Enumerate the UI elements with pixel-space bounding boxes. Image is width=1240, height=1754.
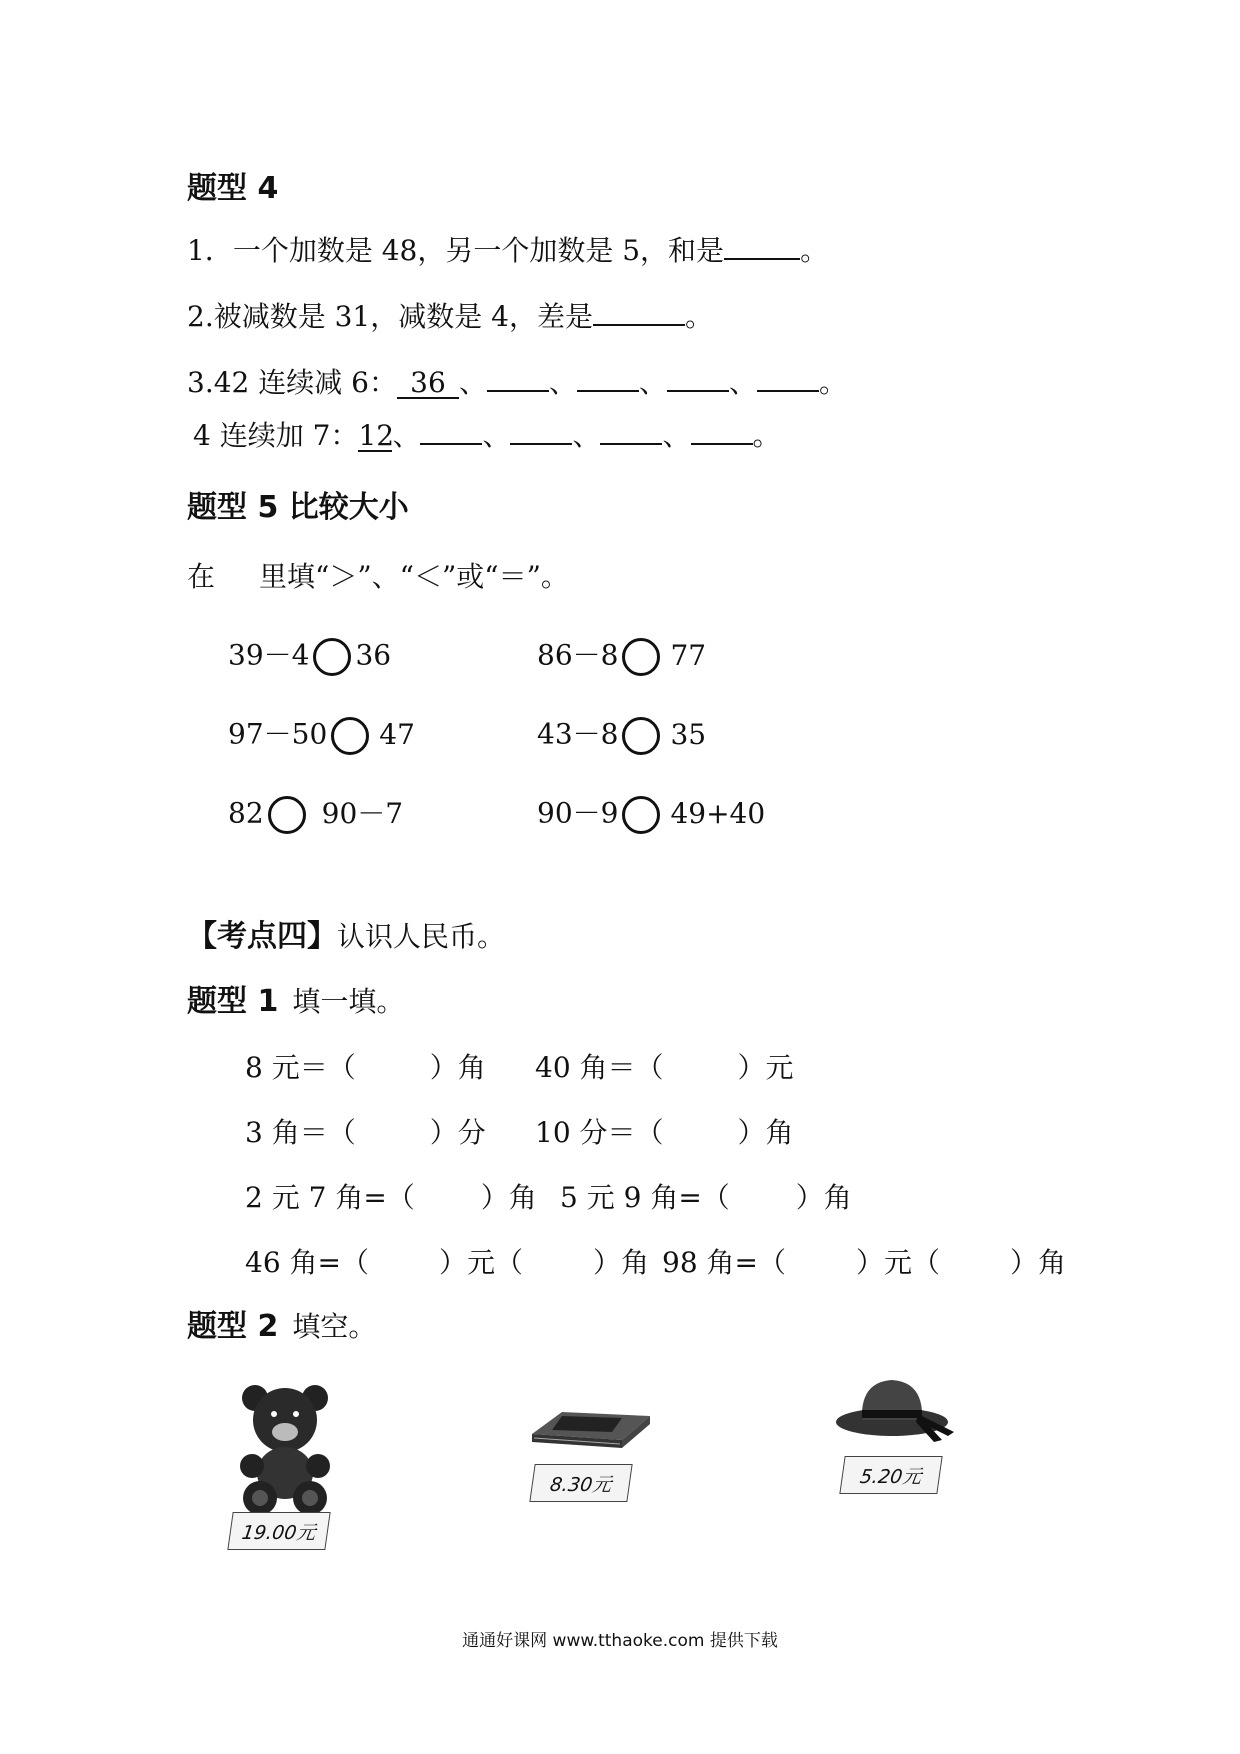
- money-expr: 5 元 9 角=（: [560, 1181, 730, 1214]
- answer-blank[interactable]: [667, 364, 729, 392]
- money-row: [662, 1246, 1066, 1280]
- answer-blank[interactable]: [593, 298, 685, 326]
- separator: 、: [572, 419, 601, 452]
- price-tag: 5.20元: [839, 1456, 942, 1494]
- expr-right: 49+40: [670, 796, 766, 830]
- money-type1-heading: [187, 985, 404, 1019]
- teddy-bear-icon: [230, 1378, 350, 1518]
- answer-filled: 12: [358, 419, 395, 452]
- compare-circle[interactable]: [268, 796, 306, 834]
- kaodian-label: 【考点四】: [187, 919, 337, 954]
- question-3-text: 3.42 连续减 6：: [187, 366, 397, 399]
- expr-left: 43－8: [537, 717, 619, 751]
- answer-filled: 36: [397, 369, 459, 399]
- money-expr: 98 角=（: [662, 1246, 786, 1279]
- compare-item: [228, 796, 403, 834]
- money-row: [245, 1246, 649, 1280]
- money-row: [245, 1051, 486, 1085]
- period: 。: [752, 419, 781, 452]
- instruction-pre: 在: [187, 560, 216, 593]
- type-title: 题型 1: [187, 984, 279, 1019]
- compare-item: [537, 796, 765, 834]
- expr-left: 39－4: [228, 638, 310, 672]
- money-row: [245, 1181, 537, 1215]
- expr-left: 90－9: [537, 796, 619, 830]
- money-row: [560, 1181, 852, 1215]
- answer-blank[interactable]: [487, 364, 549, 392]
- book-image: [522, 1404, 652, 1454]
- money-expr: 8 元＝（: [245, 1051, 356, 1084]
- separator: 、: [392, 419, 421, 452]
- type-subtitle: 填一填。: [292, 985, 405, 1018]
- expr-left: 86－8: [537, 638, 619, 672]
- money-unit: ）分: [429, 1116, 486, 1149]
- answer-blank[interactable]: [724, 232, 800, 260]
- answer-blank[interactable]: [691, 417, 753, 445]
- compare-item: [537, 638, 706, 676]
- question-2: [187, 298, 713, 334]
- money-row: [535, 1051, 794, 1085]
- compare-item: [228, 717, 415, 755]
- answer-blank[interactable]: [510, 417, 572, 445]
- period: 。: [800, 234, 829, 267]
- question-4: [193, 417, 781, 453]
- compare-circle[interactable]: [331, 717, 369, 755]
- money-unit: ）角: [1010, 1246, 1067, 1279]
- question-2-text: 2.被减数是 31，减数是 4，差是: [187, 300, 593, 333]
- instruction-post: 里填“＞”、“＜”或“＝”。: [259, 560, 569, 593]
- expr-right: 35: [670, 717, 707, 751]
- price-tag: 8.30元: [529, 1464, 632, 1502]
- separator: 、: [729, 366, 758, 399]
- money-expr: 3 角＝（: [245, 1116, 356, 1149]
- separator: 、: [482, 419, 511, 452]
- question-1-text: 1．一个加数是 48，另一个加数是 5，和是: [187, 234, 725, 267]
- period: 。: [819, 366, 848, 399]
- money-unit: ）角: [593, 1246, 650, 1279]
- money-row: [535, 1116, 794, 1150]
- compare-circle[interactable]: [622, 717, 660, 755]
- question-3: [187, 364, 847, 400]
- money-expr: 40 角＝（: [535, 1051, 664, 1084]
- type-title: 题型 2: [187, 1309, 279, 1344]
- money-row: [245, 1116, 486, 1150]
- expr-right: 36: [355, 638, 392, 672]
- answer-blank[interactable]: [577, 364, 639, 392]
- type4-heading: 题型 4: [187, 171, 279, 206]
- compare-circle[interactable]: [622, 638, 660, 676]
- money-unit: ）角: [480, 1181, 537, 1214]
- expr-left: 97－50: [228, 717, 328, 751]
- money-type2-heading: [187, 1310, 376, 1344]
- expr-right: 47: [379, 717, 415, 751]
- money-unit: ）元: [737, 1051, 794, 1084]
- kaodian-text: 认识人民币。: [337, 920, 506, 953]
- hat-icon: [830, 1370, 960, 1454]
- compare-item: [228, 638, 391, 676]
- money-unit: ）角: [737, 1116, 794, 1149]
- type5-heading: 题型 5 比较大小: [187, 490, 409, 525]
- compare-circle[interactable]: [313, 638, 351, 676]
- separator: 、: [639, 366, 668, 399]
- compare-circle[interactable]: [622, 796, 660, 834]
- hat-image: [830, 1370, 960, 1454]
- expr-left: 82: [228, 796, 264, 830]
- money-expr: 10 分＝（: [535, 1116, 664, 1149]
- money-unit: ）元（: [856, 1246, 941, 1279]
- money-expr: 46 角=（: [245, 1246, 369, 1279]
- answer-blank[interactable]: [420, 417, 482, 445]
- expr-right: 90－7: [321, 796, 404, 830]
- question-1: [187, 232, 828, 268]
- answer-blank[interactable]: [757, 364, 819, 392]
- type5-instruction: [187, 560, 569, 594]
- answer-blank[interactable]: [600, 417, 662, 445]
- period: 。: [684, 300, 713, 333]
- money-unit: ）角: [795, 1181, 852, 1214]
- price-tag: 19.00元: [227, 1512, 330, 1550]
- money-expr: 2 元 7 角=（: [245, 1181, 415, 1214]
- separator: 、: [662, 419, 691, 452]
- kaodian-heading: [187, 920, 505, 954]
- teddy-bear-image: [230, 1378, 350, 1518]
- money-unit: ）元（: [439, 1246, 524, 1279]
- money-unit: ）角: [429, 1051, 486, 1084]
- separator: 、: [548, 366, 577, 399]
- type-subtitle: 填空。: [292, 1310, 377, 1343]
- book-icon: [522, 1404, 652, 1454]
- question-4-text: 4 连续加 7：: [193, 419, 359, 452]
- compare-item: [537, 717, 706, 755]
- separator: 、: [458, 366, 487, 399]
- footer-text: 通通好课网 www.tthaoke.com 提供下载: [462, 1631, 778, 1651]
- expr-right: 77: [670, 638, 707, 672]
